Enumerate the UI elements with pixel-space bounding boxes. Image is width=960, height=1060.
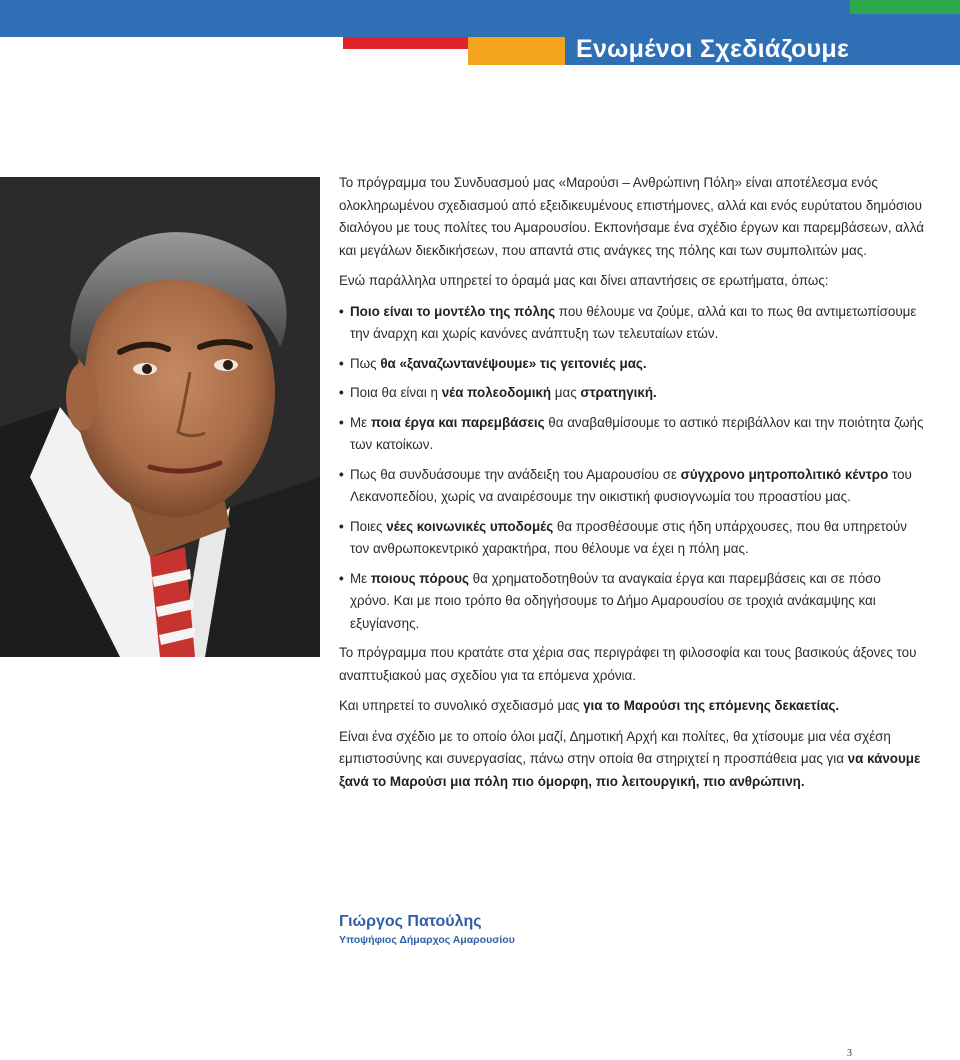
list-item: • Ποια θα είναι η νέα πολεοδομική μας στρατηγική.: [339, 382, 924, 405]
list-item: • Ποιες νέες κοινωνικές υποδομές θα προσθέσουμε στις ήδη υπάρχουσες, που θα υπηρετούν τον ανθρωποκεντρικό χαρακτήρα, που θέλουμε να έχει η πόλη μας.: [339, 516, 924, 561]
portrait-photo: [0, 177, 320, 657]
list-item: • Πως θα συνδυάσουμε την ανάδειξη του Αμαρουσίου σε σύγχρονο μητροπολιτικό κέντρο του Λεκανοπεδίου, χωρίς να αναιρέσουμε την οικιστική φυσιογνωμία του προαστίου μας.: [339, 464, 924, 509]
intro-paragraph: Το πρόγραμμα του Συνδυασμού μας «Μαρούσι – Ανθρώπινη Πόλη» είναι αποτέλεσμα ενός ολοκληρωμένου σχεδιασμού από εξειδικευμένους επιστήμονες, αλλά και ενός ευρύτατου δημόσιου διαλόγου με τους πολίτες του Αμαρουσίου. Εκπονήσαμε ένα σχέδιο έργων και παρεμβάσεων, αλλά και μεγάλων διεκδικήσεων, που απαντά στις ανάγκες της πόλης και των συμπολιτών μας.: [339, 175, 924, 258]
header-orange-accent: [468, 37, 565, 65]
signature-name: Γιώργος Πατούλης: [339, 913, 482, 930]
header-blue-bar: [0, 0, 960, 37]
closing-paragraph-1: Το πρόγραμμα που κρατάτε στα χέρια σας περιγράφει τη φιλοσοφία και τους βασικούς άξονες του αναπτυξιακού μας σχεδίου για τα επόμενα χρόνια.: [339, 645, 917, 683]
header-green-accent: [850, 0, 960, 14]
program-text: [339, 172, 924, 801]
signature-block: [339, 911, 515, 947]
closing-paragraph-3: Είναι ένα σχέδιο με το οποίο όλοι μαζί, Δημοτική Αρχή και πολίτες, θα χτίσουμε μια νέα σχέση εμπιστοσύνης και συνεργασίας, πάνω στην οποία θα στηριχτεί η προσπάθεια μας για να κάνουμε ξανά το Μαρούσι μια πόλη πιο όμορφη, πιο λειτουργική, πιο ανθρώπινη.: [339, 728, 921, 789]
portrait-illustration: [0, 177, 320, 657]
list-item: • Πως θα «ξαναζωντανέψουμε» τις γειτονιές μας.: [339, 353, 924, 376]
intro-question-paragraph: Ενώ παράλληλα υπηρετεί το όραμά μας και δίνει απαντήσεις σε ερωτήματα, όπως:: [339, 273, 829, 288]
list-item: • Ποιο είναι το μοντέλο της πόλης που θέλουμε να ζούμε, αλλά και το πως θα αντιμετωπίσουμε την άναρχη και χωρίς κανόνες ανάπτυξη των τελευταίων ετών.: [339, 301, 924, 346]
closing-paragraph-2: Και υπηρετεί το συνολικό σχεδιασμό μας για το Μαρούσι της επόμενης δεκαετίας.: [339, 698, 840, 713]
list-item: • Με ποιους πόρους θα χρηματοδοτηθούν τα αναγκαία έργα και παρεμβάσεις και σε πόσο χρόνο. Και με ποιο τρόπο θα οδηγήσουμε το Δήμο Αμαρουσίου σε τροχιά ανάκαμψης και εξυγίανσης.: [339, 568, 924, 636]
list-item: • Με ποια έργα και παρεμβάσεις θα αναβαθμίσουμε το αστικό περιβάλλον και την ποιότητα ζωής των κατοίκων.: [339, 412, 924, 457]
page-title: Ενωμένοι Σχεδιάζουμε: [576, 35, 850, 63]
signature-role: Υποψήφιος Δήμαρχος Αμαρουσίου: [339, 934, 515, 946]
page-number: 3: [847, 1048, 852, 1059]
question-list: [339, 301, 924, 636]
